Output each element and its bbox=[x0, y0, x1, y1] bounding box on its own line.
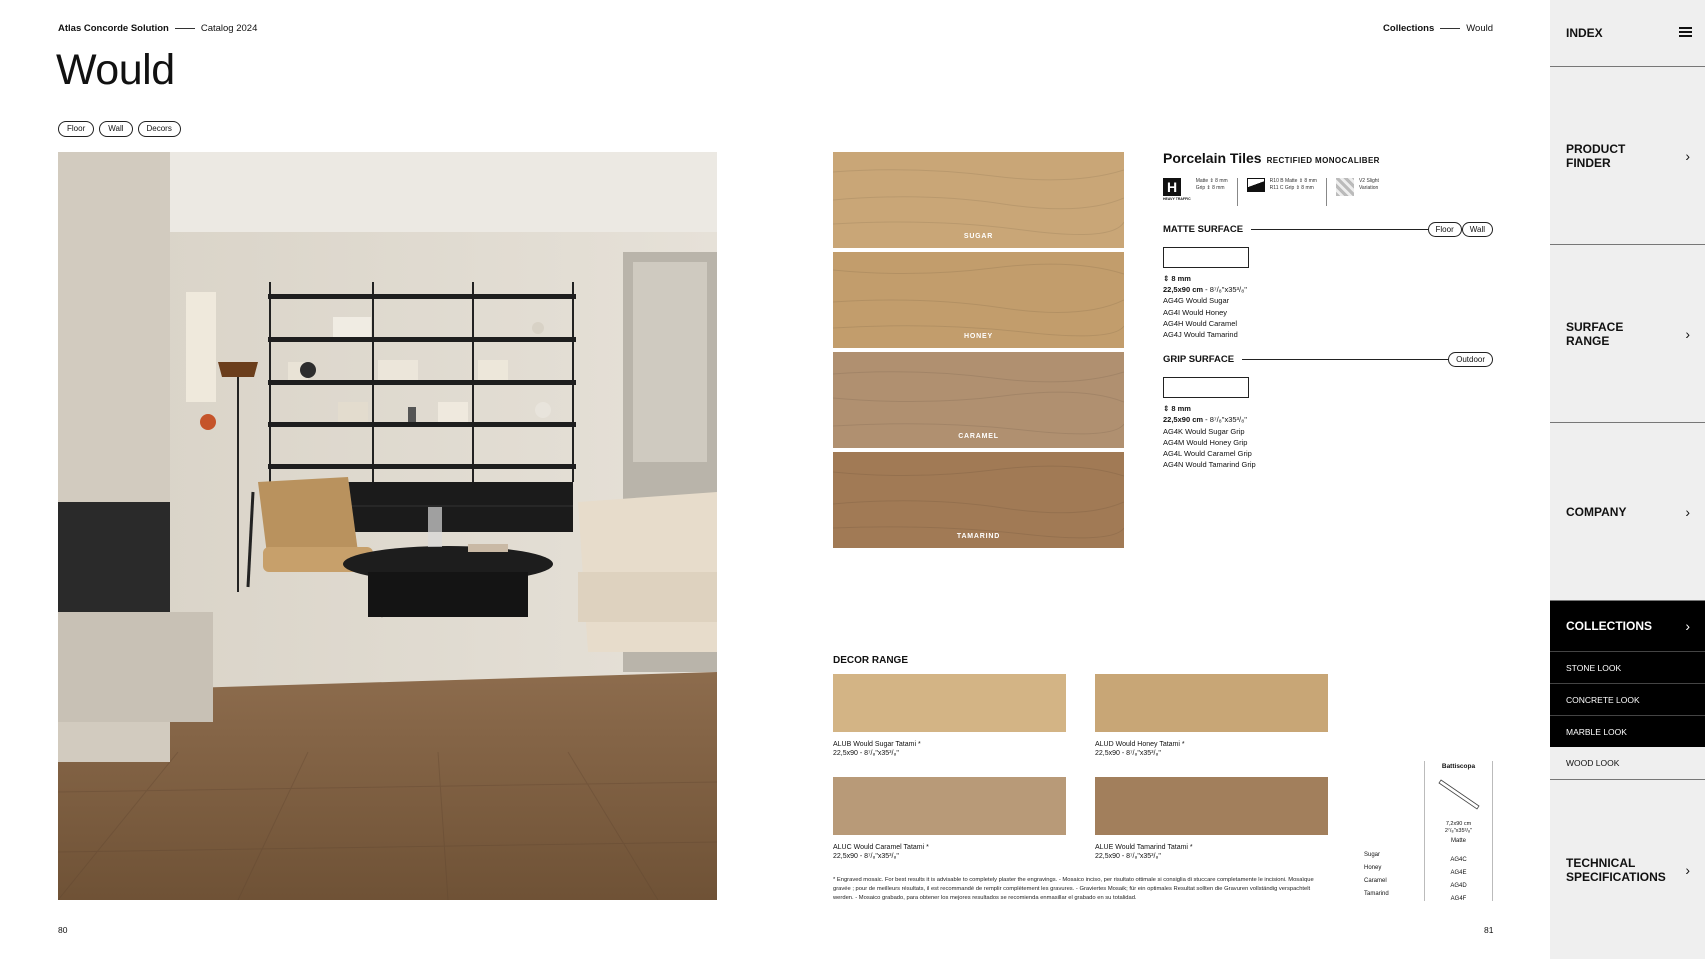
swatch-tamarind[interactable] bbox=[833, 452, 1124, 548]
battiscopa-color: Caramel bbox=[1364, 878, 1387, 884]
grip-spec-list bbox=[1163, 403, 1493, 470]
matte-code: AG4J Would Tamarind bbox=[1163, 330, 1238, 340]
matte-surface-title: MATTE SURFACE bbox=[1163, 224, 1244, 235]
spec-icons bbox=[1163, 178, 1493, 208]
battiscopa-dimensions bbox=[1425, 821, 1492, 835]
decor-size: 22,5x90 - 8⁷/₈"x35³/₈" bbox=[1095, 750, 1161, 757]
decor-tile bbox=[833, 777, 1066, 835]
sidebar-item-product-finder[interactable] bbox=[1550, 67, 1705, 245]
decor-item-caramel[interactable] bbox=[833, 777, 1066, 861]
decor-size: 22,5x90 - 8⁷/₈"x35³/₈" bbox=[1095, 853, 1161, 860]
sidebar-item-collections[interactable] bbox=[1550, 601, 1705, 651]
chevron-right-icon: › bbox=[1685, 618, 1690, 634]
decor-tile bbox=[1095, 674, 1328, 732]
swatch-label: HONEY bbox=[964, 333, 993, 340]
matte-size-in: - 8⁷/₈"x35³/₈" bbox=[1203, 285, 1247, 295]
battiscopa-code: AG4C bbox=[1450, 857, 1467, 863]
sidebar-sub-concrete-look[interactable] bbox=[1550, 683, 1705, 715]
sidebar-item-surface-range[interactable] bbox=[1550, 245, 1705, 423]
specs-heading bbox=[1163, 150, 1493, 166]
catalog-name: Catalog 2024 bbox=[200, 23, 258, 34]
room-photo bbox=[58, 152, 717, 900]
page-number-right: 81 bbox=[1484, 925, 1494, 935]
matte-size bbox=[1163, 284, 1493, 295]
sidebar-sub-label: WOOD LOOK bbox=[1566, 758, 1620, 768]
grip-size-in: - 8⁷/₈"x35³/₈" bbox=[1203, 415, 1247, 425]
battiscopa-code: AG4D bbox=[1450, 883, 1467, 889]
sidebar-item-company[interactable] bbox=[1550, 423, 1705, 601]
decor-name: ALUB Would Sugar Tatami * bbox=[833, 741, 921, 748]
decor-name: ALUE Would Tamarind Tatami * bbox=[1095, 844, 1193, 851]
sidebar-item-label: COMPANY bbox=[1566, 504, 1627, 519]
heavy-traffic-badge bbox=[1163, 178, 1191, 201]
decor-caption bbox=[1095, 843, 1328, 861]
chip-decors[interactable]: Decors bbox=[138, 121, 181, 137]
decor-name: ALUC Would Caramel Tatami * bbox=[833, 844, 929, 851]
battiscopa-codes bbox=[1425, 854, 1492, 906]
page-title: Would bbox=[56, 46, 175, 94]
decor-tile bbox=[833, 674, 1066, 732]
sidebar-item-label: TECHNICAL SPECIFICATIONS bbox=[1566, 855, 1666, 884]
breadcrumb bbox=[1383, 23, 1493, 34]
breadcrumb-divider bbox=[1440, 28, 1460, 29]
sidebar-nav bbox=[1550, 0, 1705, 959]
matte-surface-header bbox=[1163, 222, 1493, 237]
matte-code: AG4G Would Sugar bbox=[1163, 296, 1230, 306]
sidebar-sub-wood-look[interactable] bbox=[1550, 747, 1705, 780]
sidebar-item-label: SURFACE RANGE bbox=[1566, 319, 1624, 348]
slip-info bbox=[1270, 178, 1317, 192]
battiscopa-color: Sugar bbox=[1364, 852, 1381, 858]
sidebar-item-index[interactable] bbox=[1550, 0, 1705, 67]
swatch-caramel[interactable] bbox=[833, 352, 1124, 448]
living-room-illustration bbox=[58, 152, 717, 900]
matte-size-cm: 22,5x90 cm bbox=[1163, 285, 1204, 295]
sidebar-item-technical-specifications[interactable] bbox=[1550, 780, 1705, 959]
grip-size bbox=[1163, 414, 1493, 425]
slip-matte: R10 B Matte ⇕ 8 mm bbox=[1269, 178, 1317, 184]
grip-surface-header bbox=[1163, 352, 1493, 367]
decor-caption bbox=[833, 740, 1066, 758]
sidebar-item-label: INDEX bbox=[1566, 26, 1603, 40]
pill-floor[interactable]: Floor bbox=[1428, 222, 1462, 237]
battiscopa-color: Tamarind bbox=[1364, 891, 1389, 897]
chevron-right-icon: › bbox=[1685, 147, 1690, 164]
heavy-traffic-label: HEAVY TRAFFIC bbox=[1163, 197, 1191, 201]
battiscopa-dim-in: 2⁷/₈"x35³/₈" bbox=[1444, 828, 1473, 834]
slope-icon bbox=[1247, 178, 1265, 192]
decor-item-tamarind[interactable] bbox=[1095, 777, 1328, 861]
grip-surface-title: GRIP SURFACE bbox=[1163, 354, 1235, 366]
menu-icon bbox=[1679, 27, 1692, 39]
slip-grip: R11 C Grip ⇕ 8 mm bbox=[1269, 185, 1314, 191]
header-divider bbox=[175, 28, 195, 29]
chevron-right-icon: › bbox=[1685, 325, 1690, 342]
decor-range-title: DECOR RANGE bbox=[833, 655, 909, 666]
variation-line-2: Variation bbox=[1358, 185, 1379, 191]
battiscopa-dim-cm: 7,2x90 cm bbox=[1445, 821, 1472, 827]
swatch-label: SUGAR bbox=[963, 233, 994, 240]
decor-item-honey[interactable] bbox=[1095, 674, 1328, 758]
chevron-right-icon: › bbox=[1685, 861, 1690, 878]
sidebar-sub-label: STONE LOOK bbox=[1566, 663, 1622, 673]
pill-wall[interactable]: Wall bbox=[1462, 222, 1493, 237]
heavy-traffic-group bbox=[1163, 178, 1238, 206]
battiscopa-color: Honey bbox=[1364, 865, 1382, 871]
variation-icon bbox=[1336, 178, 1354, 196]
sidebar-item-label: COLLECTIONS bbox=[1566, 619, 1652, 633]
matte-format-box bbox=[1163, 247, 1249, 268]
skirting-icon bbox=[1429, 776, 1489, 812]
grip-thickness: ⇕ 8 mm bbox=[1163, 404, 1191, 414]
sidebar-sub-marble-look[interactable] bbox=[1550, 715, 1705, 747]
grip-code: AG4N Would Tamarind Grip bbox=[1163, 460, 1256, 470]
decor-item-sugar[interactable] bbox=[833, 674, 1066, 758]
grip-code: AG4K Would Sugar Grip bbox=[1163, 426, 1245, 436]
specs-title: Porcelain Tiles bbox=[1163, 150, 1262, 166]
sidebar-sub-stone-look[interactable] bbox=[1550, 651, 1705, 683]
color-swatches bbox=[833, 152, 1124, 552]
thickness-info bbox=[1196, 178, 1228, 192]
heavy-traffic-icon: H bbox=[1163, 178, 1181, 196]
page-number-left: 80 bbox=[58, 925, 68, 935]
grip-code: AG4L Would Caramel Grip bbox=[1163, 449, 1252, 459]
grip-size-cm: 22,5x90 cm bbox=[1163, 415, 1204, 425]
decor-footnote: * Engraved mosaic. For best results it is advisable to completely plaster the engravings. - Mosaico inciso, per risultato ottimale si consiglia di stuccare completamente le incisioni. Mosaïque gravée ; pour de meilleurs résultats, il est recommandé de remplir complètement les gravures. - Graviertes Mosaik; für ein optimales Resultat sollten die Gravuren vollständig verspachtelt werden. - Mosaico grabado, para obtener los mejores resultados se recomienda enmasillar el grabado en su totalidad. bbox=[833, 877, 1314, 901]
swatch-label: CARAMEL bbox=[958, 433, 999, 440]
battiscopa-column bbox=[1424, 761, 1493, 901]
battiscopa-finish: Matte bbox=[1450, 838, 1466, 844]
specs-subtitle: RECTIFIED MONOCALIBER bbox=[1266, 156, 1380, 165]
decor-caption bbox=[833, 843, 1066, 861]
brand-name: Atlas Concorde Solution bbox=[58, 23, 169, 34]
sidebar-item-label: PRODUCT FINDER bbox=[1566, 141, 1626, 170]
decor-name: ALUD Would Honey Tatami * bbox=[1095, 741, 1185, 748]
matte-spec-list bbox=[1163, 273, 1493, 340]
thickness-grip: Grip ⇕ 8 mm bbox=[1195, 185, 1225, 191]
slip-resistance-group bbox=[1247, 178, 1327, 206]
chevron-right-icon: › bbox=[1685, 503, 1690, 520]
application-chips bbox=[58, 121, 181, 137]
decor-tile bbox=[1095, 777, 1328, 835]
battiscopa-code: AG4E bbox=[1450, 870, 1467, 876]
chip-floor[interactable]: Floor bbox=[58, 121, 94, 137]
swatch-label: TAMARIND bbox=[956, 533, 1001, 540]
battiscopa-code: AG4F bbox=[1450, 896, 1467, 902]
breadcrumb-collection: Would bbox=[1466, 23, 1493, 34]
variation-line-1: V2 Slight bbox=[1358, 178, 1379, 184]
grip-format-box bbox=[1163, 377, 1249, 398]
decor-caption bbox=[1095, 740, 1328, 758]
matte-divider bbox=[1251, 229, 1427, 230]
swatch-sugar[interactable] bbox=[833, 152, 1124, 248]
matte-thickness: ⇕ 8 mm bbox=[1163, 274, 1191, 283]
variation-group bbox=[1336, 178, 1388, 206]
grip-divider bbox=[1242, 359, 1448, 360]
sidebar-sub-label: CONCRETE LOOK bbox=[1566, 695, 1640, 705]
swatch-honey[interactable] bbox=[833, 252, 1124, 348]
decor-size: 22,5x90 - 8⁷/₈"x35³/₈" bbox=[833, 750, 899, 757]
matte-code: AG4H Would Caramel bbox=[1163, 318, 1238, 328]
thickness-matte: Matte ⇕ 8 mm bbox=[1195, 178, 1228, 184]
battiscopa-title: Battiscopa bbox=[1441, 763, 1476, 770]
sidebar-sub-label: MARBLE LOOK bbox=[1566, 727, 1627, 737]
battiscopa-color-names bbox=[1364, 849, 1389, 901]
decor-size: 22,5x90 - 8⁷/₈"x35³/₈" bbox=[833, 853, 899, 860]
grip-code: AG4M Would Honey Grip bbox=[1163, 437, 1248, 447]
breadcrumb-section[interactable]: Collections bbox=[1383, 23, 1435, 34]
matte-code: AG4I Would Honey bbox=[1163, 307, 1228, 317]
pill-outdoor[interactable]: Outdoor bbox=[1448, 352, 1493, 367]
catalog-header bbox=[58, 23, 257, 34]
variation-info bbox=[1359, 178, 1379, 192]
chip-wall[interactable]: Wall bbox=[99, 121, 132, 137]
product-specs bbox=[1163, 150, 1493, 470]
